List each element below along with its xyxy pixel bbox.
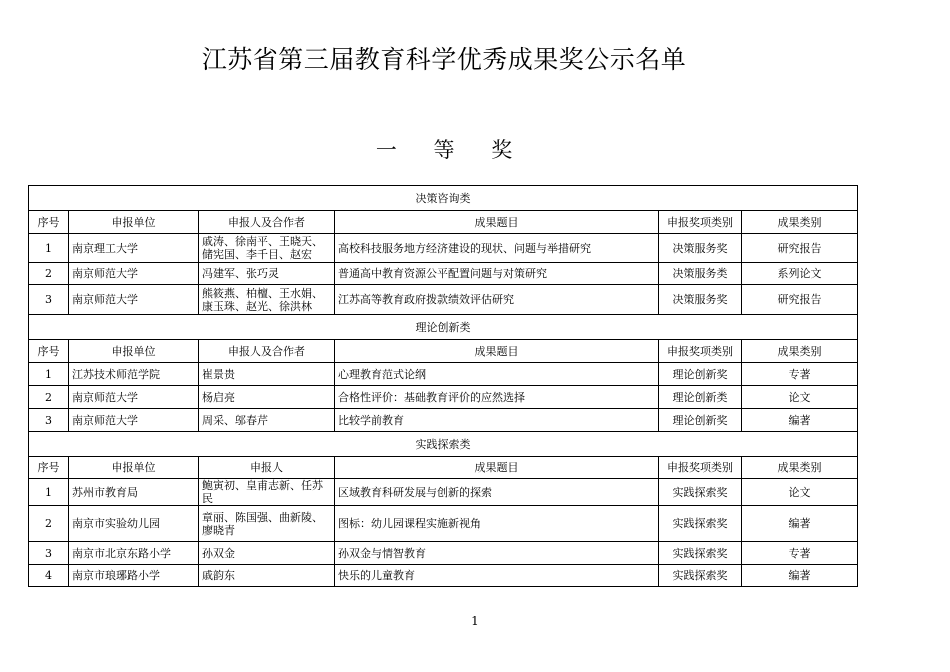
result-title: 比较学前教育: [335, 409, 659, 432]
applicants: 冯建军、张巧灵: [199, 263, 335, 285]
header-cell: 申报奖项类别: [659, 211, 742, 234]
result-type: 系列论文: [742, 263, 858, 285]
table-row: [29, 409, 858, 432]
header-cell: 成果题目: [335, 211, 659, 234]
table-row: [29, 542, 858, 565]
applicant-unit: 南京理工大学: [69, 234, 199, 263]
header-cell: 成果类别: [742, 457, 858, 479]
result-type: 编著: [742, 506, 858, 542]
table-row: [29, 263, 858, 285]
row-number: 1: [29, 479, 69, 506]
header-cell: 序号: [29, 340, 69, 363]
applicant-unit: 南京师范大学: [69, 263, 199, 285]
applicants: 鲍寅初、皇甫志新、任苏民: [199, 479, 335, 506]
result-type: 编著: [742, 409, 858, 432]
section-title-decision: 决策咨询类: [29, 186, 858, 211]
result-type: 论文: [742, 386, 858, 409]
result-title: 心理教育范式论纲: [335, 363, 659, 386]
applicant-unit: 南京市北京东路小学: [69, 542, 199, 565]
result-type: 编著: [742, 565, 858, 587]
row-number: 2: [29, 386, 69, 409]
table-row: [29, 363, 858, 386]
applicants: 熊筱燕、柏檀、王水娟、康玉珠、赵光、徐洪林: [199, 285, 335, 315]
applicant-unit: 苏州市教育局: [69, 479, 199, 506]
result-title: 高校科技服务地方经济建设的现状、问题与举措研究: [335, 234, 659, 263]
result-type: 研究报告: [742, 285, 858, 315]
header-cell: 申报人及合作者: [199, 211, 335, 234]
row-number: 2: [29, 263, 69, 285]
document-title: 江苏省第三届教育科学优秀成果奖公示名单: [201, 45, 687, 74]
row-number: 4: [29, 565, 69, 587]
applicants: 戚涛、徐南平、王晓天、储宪国、李千目、赵宏: [199, 234, 335, 263]
applicants: 崔景贵: [199, 363, 335, 386]
table-row: [29, 506, 858, 542]
result-title: 合格性评价：基础教育评价的应然选择: [335, 386, 659, 409]
table-row: [29, 565, 858, 587]
header-cell: 成果类别: [742, 340, 858, 363]
result-title: 普通高中教育资源公平配置问题与对策研究: [335, 263, 659, 285]
award-category: 决策服务类: [659, 263, 742, 285]
result-title: 快乐的儿童教育: [335, 565, 659, 587]
applicant-unit: 南京师范大学: [69, 386, 199, 409]
section-title-theory: 理论创新类: [29, 315, 858, 340]
result-type: 专著: [742, 542, 858, 565]
table-row: [29, 386, 858, 409]
section-title-practice: 实践探索类: [29, 432, 858, 457]
header-cell: 成果题目: [335, 340, 659, 363]
result-type: 论文: [742, 479, 858, 506]
applicant-unit: 南京师范大学: [69, 285, 199, 315]
result-type: 研究报告: [742, 234, 858, 263]
result-title: 图标：幼儿园课程实施新视角: [335, 506, 659, 542]
awards-table: [28, 185, 858, 587]
row-number: 3: [29, 285, 69, 315]
table-row: [29, 285, 858, 315]
table-row: [29, 479, 858, 506]
header-cell: 申报人: [199, 457, 335, 479]
applicant-unit: 江苏技术师范学院: [69, 363, 199, 386]
result-title: 孙双金与情智教育: [335, 542, 659, 565]
header-cell: 成果题目: [335, 457, 659, 479]
applicants: 周采、邬春芹: [199, 409, 335, 432]
award-category: 理论创新奖: [659, 409, 742, 432]
award-category: 决策服务奖: [659, 234, 742, 263]
prize-char-2: 等: [433, 138, 455, 162]
award-category: 实践探索奖: [659, 479, 742, 506]
header-cell: 申报单位: [69, 340, 199, 363]
header-cell: 申报人及合作者: [199, 340, 335, 363]
header-cell: 申报单位: [69, 457, 199, 479]
header-cell: 申报单位: [69, 211, 199, 234]
award-category: 理论创新奖: [659, 363, 742, 386]
applicant-unit: 南京市实验幼儿园: [69, 506, 199, 542]
table-row: [29, 234, 858, 263]
award-category: 决策服务奖: [659, 285, 742, 315]
header-cell: 申报奖项类别: [659, 457, 742, 479]
applicants: 孙双金: [199, 542, 335, 565]
row-number: 3: [29, 542, 69, 565]
header-cell: 序号: [29, 211, 69, 234]
award-category: 实践探索奖: [659, 542, 742, 565]
applicants: 章丽、陈国强、曲新陵、廖晓青: [199, 506, 335, 542]
row-number: 3: [29, 409, 69, 432]
prize-level-heading: [0, 134, 888, 164]
result-type: 专著: [742, 363, 858, 386]
award-category: 理论创新类: [659, 386, 742, 409]
header-cell: 成果类别: [742, 211, 858, 234]
row-number: 1: [29, 234, 69, 263]
prize-char-3: 奖: [491, 138, 513, 162]
applicants: 戚韵东: [199, 565, 335, 587]
header-cell: 序号: [29, 457, 69, 479]
header-cell: 申报奖项类别: [659, 340, 742, 363]
applicant-unit: 南京师范大学: [69, 409, 199, 432]
result-title: 区域教育科研发展与创新的探索: [335, 479, 659, 506]
award-category: 实践探索奖: [659, 506, 742, 542]
applicant-unit: 南京市琅琊路小学: [69, 565, 199, 587]
page-number: 1: [471, 614, 479, 628]
prize-char-1: 一: [375, 138, 397, 162]
applicants: 杨启亮: [199, 386, 335, 409]
result-title: 江苏高等教育政府拨款绩效评估研究: [335, 285, 659, 315]
row-number: 2: [29, 506, 69, 542]
award-category: 实践探索奖: [659, 565, 742, 587]
row-number: 1: [29, 363, 69, 386]
